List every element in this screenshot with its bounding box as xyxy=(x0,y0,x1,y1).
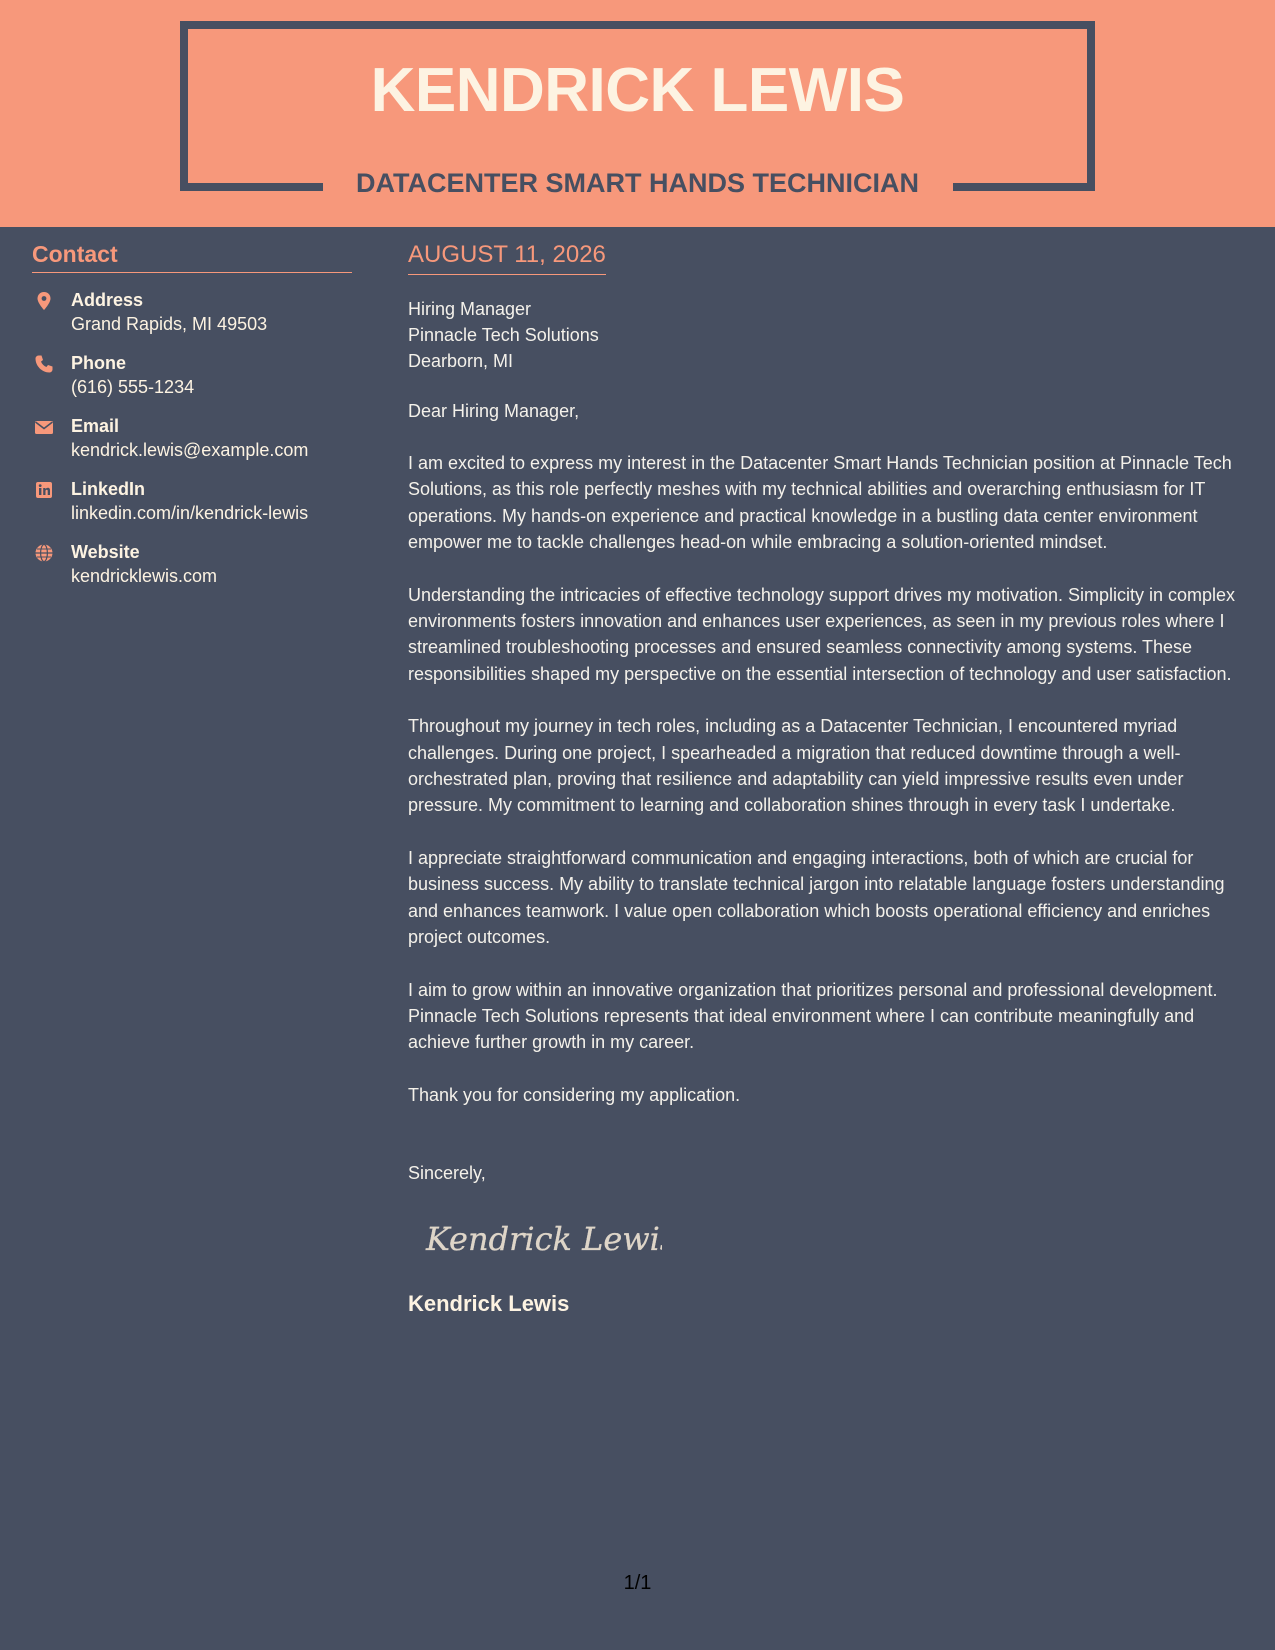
letter-paragraph: Throughout my journey in tech roles, including as a Datacenter Technician, I encountered myriad challenges. During one project, I spearheaded a migration that reduced downtime through a well-orchestrated plan, proving that resilience and adaptability can yield impressive results even under pressure. My commitment to learning and collaboration shines through in every task I undertake. xyxy=(408,716,1184,816)
candidate-name: KENDRICK LEWIS xyxy=(370,56,905,125)
contact-label: LinkedIn xyxy=(71,479,146,499)
contact-item-email xyxy=(32,414,352,477)
phone-icon xyxy=(34,354,54,374)
letter-paragraphs xyxy=(408,450,1243,1108)
linkedin-icon xyxy=(34,480,54,500)
header-banner xyxy=(0,0,1275,227)
globe-icon xyxy=(34,543,54,563)
linkedin-value: linkedin.com/in/kendrick-lewis xyxy=(71,503,309,523)
map-pin-icon xyxy=(34,291,54,311)
recipient-line: Hiring Manager xyxy=(408,299,532,319)
contact-list xyxy=(32,288,352,603)
recipient-line: Pinnacle Tech Solutions xyxy=(408,325,599,345)
contact-item-linkedin xyxy=(32,477,352,540)
email-value: kendrick.lewis@example.com xyxy=(71,440,309,460)
contact-sidebar xyxy=(32,243,352,603)
phone-value: (616) 555-1234 xyxy=(71,377,195,397)
letter-paragraph: I aim to grow within an innovative organization that prioritizes personal and professional development. Pinnacle Tech Solutions represents that ideal environment where I can contribute meaningfully and achieve further growth in my career. xyxy=(408,979,1218,1053)
recipient-line: Dearborn, MI xyxy=(408,351,514,371)
contact-label: Phone xyxy=(71,353,127,373)
contact-label: Website xyxy=(71,542,140,562)
contact-label: Email xyxy=(71,416,120,436)
address-value: Grand Rapids, MI 49503 xyxy=(71,314,268,334)
letter-date: AUGUST 11, 2026 xyxy=(408,243,606,275)
salutation: Dear Hiring Manager, xyxy=(408,401,580,421)
contact-label: Address xyxy=(71,290,144,310)
contact-item-website xyxy=(32,540,352,603)
handwritten-signature xyxy=(422,1210,662,1268)
closing: Sincerely, xyxy=(408,1163,486,1184)
envelope-icon xyxy=(34,417,54,437)
letter-paragraph: Understanding the intricacies of effective technology support drives my motivation. Simplicity in complex environments fosters innovation and enhances user experiences, as seen in my previous roles where I streamlined troubleshooting processes and ensured seamless connectivity among systems. These responsibilities shaped my perspective on the essential intersection of technology and user satisfaction. xyxy=(408,584,1236,684)
letter-body xyxy=(408,243,1243,1317)
contact-item-address xyxy=(32,288,352,351)
letter-paragraph: I am excited to express my interest in the Datacenter Smart Hands Technician position at Pinnacle Tech Solutions, as this role perfectly meshes with my technical abilities and overarching enthusiasm for IT operations. My hands-on experience and practical knowledge in a bustling data center environment empower me to tackle challenges head-on while embracing a solution-oriented mindset. xyxy=(408,453,1232,553)
signature-text: Kendrick Lewis xyxy=(426,1220,662,1259)
recipient-block xyxy=(408,296,1243,374)
page-number: 1/1 xyxy=(623,1572,652,1594)
signer-name: Kendrick Lewis xyxy=(408,1291,570,1317)
letter-paragraph: Thank you for considering my application. xyxy=(408,1084,741,1105)
job-title: DATACENTER SMART HANDS TECHNICIAN xyxy=(356,168,919,198)
contact-heading: Contact xyxy=(32,243,352,273)
contact-item-phone xyxy=(32,351,352,414)
website-value: kendricklewis.com xyxy=(71,566,218,586)
letter-paragraph: I appreciate straightforward communication and engaging interactions, both of which are crucial for business success. My ability to translate technical jargon into relatable language fosters understanding and enhances teamwork. I value open collaboration which boosts operational efficiency and enriches project outcomes. xyxy=(408,847,1225,948)
